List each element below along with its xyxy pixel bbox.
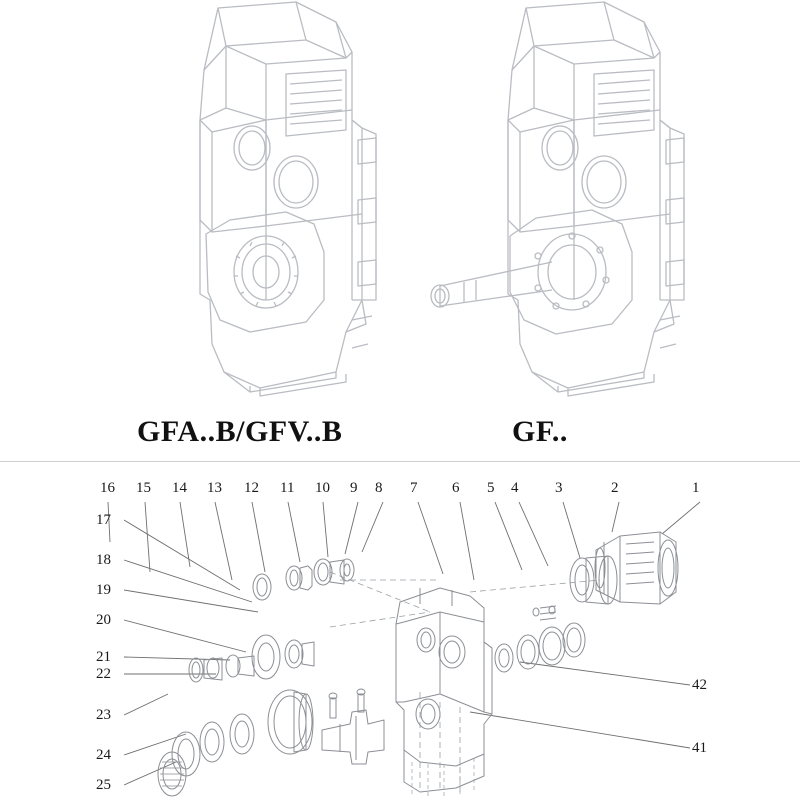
callout-top-14: 14: [172, 480, 187, 496]
callout-left-23: 23: [96, 707, 111, 723]
callout-right-42: 42: [692, 677, 707, 693]
gearbox-isometric-with-shaft-icon: [400, 0, 700, 400]
callout-top-7: 7: [410, 480, 418, 496]
callout-left-19: 19: [96, 582, 111, 598]
callout-top-2: 2: [611, 480, 619, 496]
callout-top-4: 4: [511, 480, 519, 496]
callout-top-1: 1: [692, 480, 700, 496]
callout-top-10: 10: [315, 480, 330, 496]
callout-left-17: 17: [96, 512, 111, 528]
callout-top-9: 9: [350, 480, 358, 496]
callout-left-18: 18: [96, 552, 111, 568]
exploded-view-area: [0, 462, 800, 800]
callout-left-22: 22: [96, 666, 111, 682]
gearbox-left-drawing: [100, 0, 390, 400]
callout-left-20: 20: [96, 612, 111, 628]
callout-top-6: 6: [452, 480, 460, 496]
caption-gearbox-left: GFA..B/GFV..B: [137, 415, 343, 448]
gearbox-right-drawing: [400, 0, 700, 400]
exploded-assembly-icon: [0, 462, 800, 800]
gearbox-isometric-icon: [100, 0, 390, 400]
callout-right-41: 41: [692, 740, 707, 756]
callout-top-16: 16: [100, 480, 115, 496]
callout-top-8: 8: [375, 480, 383, 496]
callout-top-13: 13: [207, 480, 222, 496]
callout-top-15: 15: [136, 480, 151, 496]
callout-left-21: 21: [96, 649, 111, 665]
callout-top-3: 3: [555, 480, 563, 496]
callout-left-25: 25: [96, 777, 111, 793]
callout-top-12: 12: [244, 480, 259, 496]
callout-top-11: 11: [280, 480, 295, 496]
callout-left-24: 24: [96, 747, 111, 763]
callout-top-5: 5: [487, 480, 495, 496]
caption-gearbox-right: GF..: [512, 415, 568, 448]
